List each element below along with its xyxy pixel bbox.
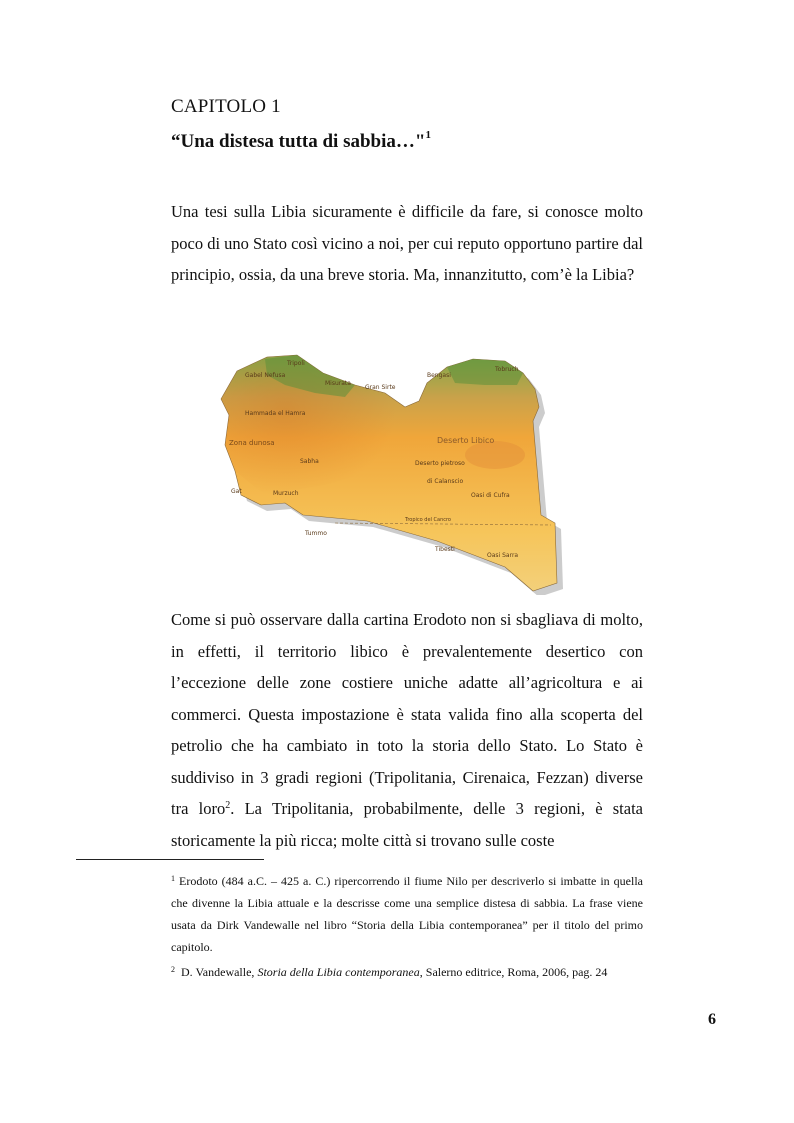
footnote-1 (171, 870, 643, 958)
map-label-deserto-pietroso: Deserto pietroso (415, 460, 465, 467)
map-label-tobruch: Tobruch (495, 366, 519, 373)
map-label-tropico: Tropico del Cancro (405, 517, 451, 523)
footnote-1-text: Erodoto (484 a.C. – 425 a. C.) ripercorrendo il fiume Nilo per descriverlo si imbatte in quella che divenne la Libia attuale e la descrisse come una semplice distesa di sabbia. La frase viene usata da Dirk Vandewalle nel libro “Storia della Libia contemporanea” per il titolo del primo capitolo. (171, 874, 643, 954)
libya-map (205, 345, 565, 595)
map-label-gabel-nefusa: Gabel Nefusa (245, 372, 286, 379)
map-label-tummo: Tummo (305, 530, 327, 537)
footnote-1-marker: 1 (171, 874, 175, 883)
footnote-2-post: , Salerno editrice, Roma, 2006, pag. 24 (419, 965, 608, 979)
chapter-title-text: “Una distesa tutta di sabbia…" (171, 131, 426, 152)
map-label-tripoli: Tripoli (287, 360, 305, 367)
body-paragraph-part1: Come si può osservare dalla cartina Erodoto non si sbagliava di molto, in effetti, il territorio libico è prevalentemente desertico con l’eccezione delle zone costiere uniche adatte all’agricoltura e ai commerci. Questa impostazione è stata valida fino alla scoperta del petrolio che ha cambiato in toto la storia dello Stato. Lo Stato è suddiviso in 3 gradi regioni (Tripolitania, Cirenaica, Fezzan) diverse tra loro (171, 610, 643, 818)
map-label-cufra: Oasi di Cufra (471, 492, 510, 499)
chapter-heading: CAPITOLO 1 (171, 96, 281, 117)
map-label-calanscio: di Calanscio (427, 478, 464, 485)
chapter-title (171, 131, 431, 153)
footnote-ref-1[interactable]: 1 (425, 129, 431, 141)
map-label-bengasi: Bengasi (427, 372, 451, 379)
footnote-ref-2[interactable]: 2 (225, 800, 231, 811)
map-label-gat: Gat (231, 488, 242, 495)
footnote-2-book-title: Storia della Libia contemporanea (257, 965, 420, 979)
map-label-zona-dunosa: Zona dunosa (229, 439, 275, 447)
footnote-2 (171, 961, 643, 983)
map-label-murzuch: Murzuch (273, 490, 299, 497)
footnote-separator (76, 859, 264, 860)
body-paragraph-part2: . La Tripolitania, probabilmente, delle 3 regioni, è stata storicamente la più ricca; molte città si trovano sulle coste (171, 799, 643, 850)
libya-map-graphic (205, 345, 565, 595)
map-label-tibesti: Tibesti (435, 546, 455, 553)
map-label-gran-sirte: Gran Sirte (365, 384, 396, 391)
map-label-hammada: Hammada el Hamra (245, 410, 306, 417)
map-label-deserto-libico: Deserto Libico (437, 436, 495, 445)
footnote-2-pre: D. Vandewalle, (175, 965, 258, 979)
footnote-2-marker: 2 (171, 965, 175, 974)
intro-paragraph: Una tesi sulla Libia sicuramente è difficile da fare, si conosce molto poco di uno Stato così vicino a noi, per cui reputo opportuno partire dal principio, ossia, da una breve storia. Ma, innanzitutto, com’è la Libia? (171, 202, 643, 284)
map-label-oasi-sarra: Oasi Sarra (487, 552, 519, 559)
body-paragraph (171, 604, 643, 856)
page-number: 6 (708, 1011, 716, 1028)
map-label-sabha: Sabha (300, 458, 319, 465)
map-label-misurata: Misurata (325, 380, 351, 387)
